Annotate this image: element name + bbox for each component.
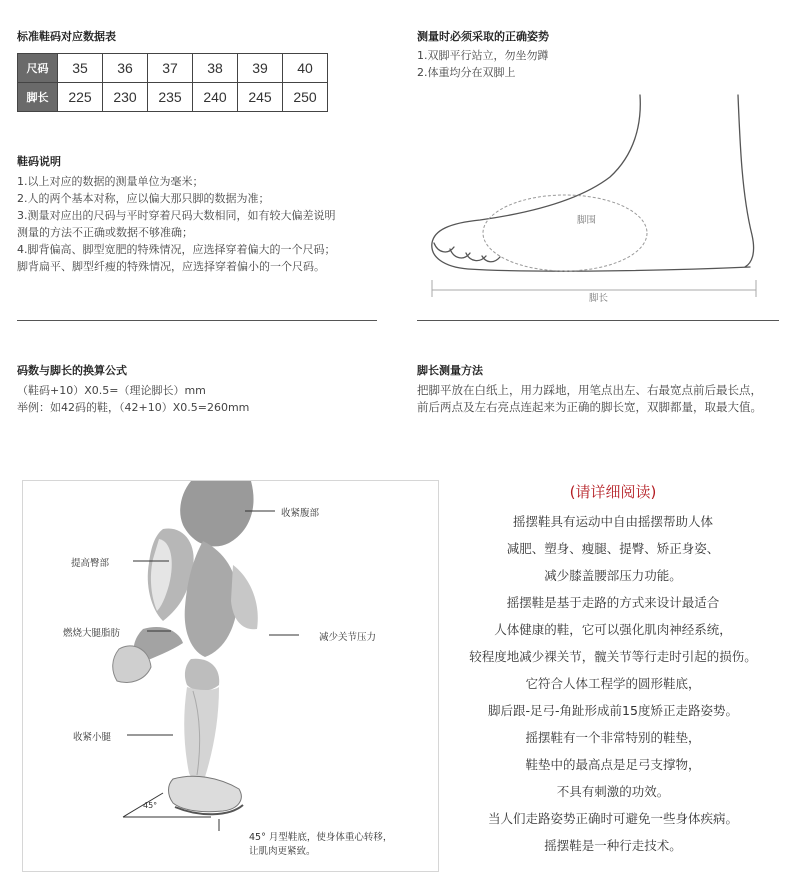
label-hip: 提高臀部: [71, 558, 110, 569]
measure-body: [417, 382, 762, 416]
rocker-info-line: 鞋垫中的最高点是足弓支撑物，: [525, 757, 701, 772]
length-cell: 230: [103, 83, 148, 112]
rocker-info-line: 较程度地减少裸关节，髋关节等行走时引起的损伤。: [469, 649, 757, 664]
rocker-info-line: 摇摆鞋是基于走路的方式来设计最适合: [506, 595, 720, 610]
size-note-line: 3.测量对应出的尺码与平时穿着尺码大数相同，如有较大偏差说明: [17, 209, 336, 222]
rocker-info-line: 摇摆鞋有一个非常特别的鞋垫，: [525, 730, 701, 745]
rocker-info-line: 摇摆鞋具有运动中自由摇摆帮助人体: [512, 514, 713, 529]
length-cell: 240: [193, 83, 238, 112]
rocker-info-title: (请详细阅读): [569, 483, 657, 501]
rocker-info-line: 摇摆鞋是一种行走技术。: [544, 838, 682, 853]
rocker-info-line: 不具有刺激的功效。: [556, 784, 670, 799]
leg-illustration-icon: [23, 481, 440, 873]
label-angle: 45°: [143, 801, 158, 810]
posture-line: 2.体重均分在双脚上: [417, 66, 516, 79]
length-label: 脚长: [589, 293, 609, 304]
foot-sketch-icon: [420, 85, 780, 310]
rocker-info-line: 它符合人体工程学的圆形鞋底，: [525, 676, 701, 691]
size-notes-title: 鞋码说明: [17, 155, 61, 168]
posture-body: [417, 47, 549, 81]
divider-left: [17, 320, 377, 321]
caption-line: 45° 月型鞋底，使身体重心转移，: [249, 832, 393, 843]
measure-line: 把脚平放在白纸上，用力踩地，用笔点出左、右最宽点前后最长点，: [417, 383, 762, 397]
foot-row-label: 脚长: [18, 83, 58, 112]
size-notes-body: [17, 173, 387, 275]
size-cell: 36: [103, 54, 148, 83]
size-cell: 39: [238, 54, 283, 83]
size-table-title: 标准鞋码对应数据表: [17, 30, 116, 43]
size-row-label: 尺码: [18, 54, 58, 83]
girth-label: 脚围: [577, 215, 597, 226]
caption-line: 让肌肉更紧致。: [249, 846, 316, 857]
divider-right: [417, 320, 779, 321]
rocker-info-body: [448, 512, 778, 863]
rocker-info-line: 脚后跟-足弓-角趾形成前15度矫正走路姿势。: [488, 703, 738, 718]
leg-diagram: [22, 480, 439, 872]
diagram-caption: [249, 831, 392, 859]
posture-title: 测量时必须采取的正确姿势: [417, 30, 549, 43]
size-note-line: 脚背扁平、脚型纤瘦的特殊情况，应选择穿着偏小的一个尺码。: [17, 260, 325, 273]
size-cell: 38: [193, 54, 238, 83]
size-cell: 40: [283, 54, 328, 83]
posture-line: 1.双脚平行站立，勿坐勿蹲: [417, 49, 549, 62]
size-note-line: 2.人的两个基本对称，应以偏大那只脚的数据为准；: [17, 192, 270, 205]
length-cell: 225: [58, 83, 103, 112]
rocker-info-line: 减少膝盖腰部压力功能。: [544, 568, 682, 583]
length-cell: 245: [238, 83, 283, 112]
size-table: [17, 53, 328, 112]
formula-line: （鞋码+10）X0.5=（理论脚长）mm: [17, 384, 206, 397]
rocker-info-line: 当人们走路姿势正确时可避免一些身体疾病。: [487, 811, 738, 826]
size-cell: 35: [58, 54, 103, 83]
length-cell: 235: [148, 83, 193, 112]
size-note-line: 1.以上对应的数据的测量单位为毫米；: [17, 175, 204, 188]
label-abdomen: 收紧腹部: [281, 508, 320, 519]
formula-body: [17, 382, 249, 416]
size-note-line: 测量的方法不正确或数据不够准确；: [17, 226, 193, 239]
rocker-info-line: 减肥、塑身、瘦腿、提臀、矫正身姿、: [506, 541, 720, 556]
size-note-line: 4.脚背偏高、脚型宽肥的特殊情况，应选择穿着偏大的一个尺码；: [17, 243, 336, 256]
label-calf: 收紧小腿: [73, 732, 112, 743]
formula-title: 码数与脚长的换算公式: [17, 364, 127, 377]
rocker-info-line: 人体健康的鞋，它可以强化肌肉神经系统，: [494, 622, 732, 637]
measure-title: 脚长测量方法: [417, 364, 483, 377]
length-cell: 250: [283, 83, 328, 112]
label-thigh: 燃烧大腿脂肪: [63, 628, 121, 639]
label-joint: 减少关节压力: [319, 632, 377, 643]
size-cell: 37: [148, 54, 193, 83]
measure-line: 前后两点及左右亮点连起来为正确的脚长宽，双脚都量，取最大值。: [417, 400, 762, 414]
formula-line: 举例：如42码的鞋，（42+10）X0.5=260mm: [17, 401, 250, 414]
